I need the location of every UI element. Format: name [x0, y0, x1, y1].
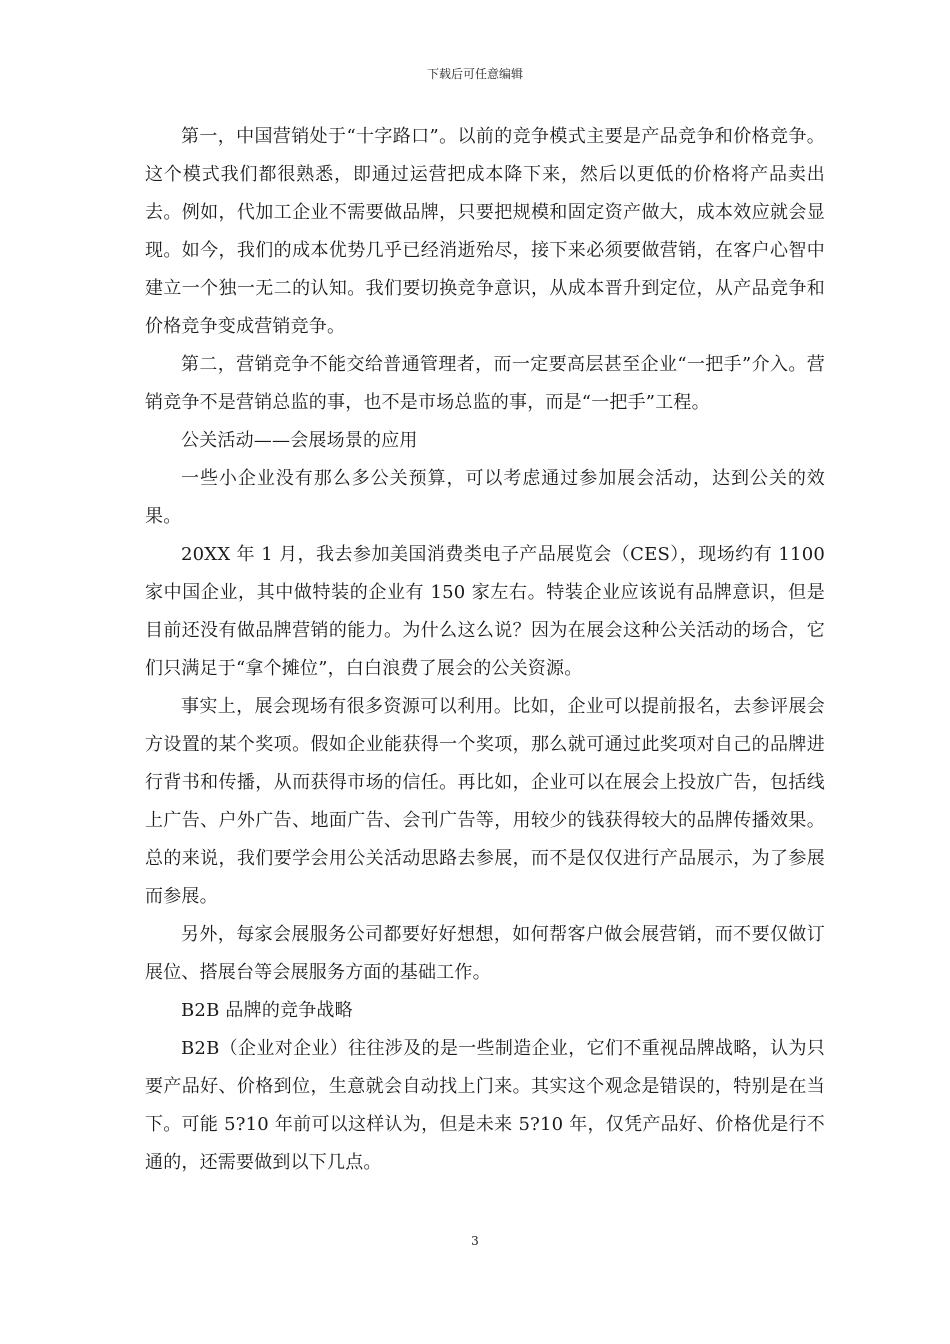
page-header: 下载后可任意编辑 — [426, 67, 523, 81]
paragraph-b2b-intro: B2B（企业对企业）往往涉及的是一些制造企业，它们不重视品牌战略，认为只要产品好、价格到位，生意就会自动找上门来。其实这个观念是错误的，特别是在当下。可能 5?10 年前可以这样认为，但是未来 5?10 年，仅凭产品好、价格优是行不通的，还需要做到以下几点。 — [145, 1038, 825, 1173]
paragraph-first-point: 第一，中国营销处于“十字路口”。以前的竞争模式主要是产品竞争和价格竞争。这个模式我们都很熟悉，即通过运营把成本降下来，然后以更低的价格将产品卖出去。例如，代加工企业不需要做品牌，只要把规模和固定资产做大，成本效应就会显现。如今，我们的成本优势几乎已经消逝殆尽，接下来必须要做营销，在客户心智中建立一个独一无二的认知。我们要切换竞争意识，从成本晋升到定位，从产品竞争和价格竞争变成营销竞争。 — [145, 126, 825, 337]
page-number: 3 — [471, 1234, 479, 1248]
section-heading-pr-exhibition: 公关活动——会展场景的应用 — [181, 430, 418, 451]
paragraph-ces-visit: 20XX 年 1 月，我去参加美国消费类电子产品展览会（CES），现场约有 1100 家中国企业，其中做特装的企业有 150 家左右。特装企业应该说有品牌意识，但是目前还没有做品牌营销的能力。为什么这么说？因为在展会这种公关活动的场合，它们只满足于“拿个摊位”，白白浪费了展会的公关资源。 — [145, 544, 825, 679]
paragraph-second-point: 第二，营销竞争不能交给普通管理者，而一定要高层甚至企业“一把手”介入。营销竞争不是营销总监的事，也不是市场总监的事，而是“一把手”工程。 — [145, 354, 825, 413]
section-heading-b2b-strategy: B2B 品牌的竞争战略 — [181, 1000, 353, 1021]
paragraph-exhibition-service-companies: 另外，每家会展服务公司都要好好想想，如何帮客户做会展营销，而不要仅做订展位、搭展台等会展服务方面的基础工作。 — [145, 924, 825, 983]
document-body — [145, 118, 825, 1182]
paragraph-exhibition-resources: 事实上，展会现场有很多资源可以利用。比如，企业可以提前报名，去参评展会方设置的某个奖项。假如企业能获得一个奖项，那么就可通过此奖项对自己的品牌进行背书和传播，从而获得市场的信任。再比如，企业可以在展会上投放广告，包括线上广告、户外广告、地面广告、会刊广告等，用较少的钱获得较大的品牌传播效果。总的来说，我们要学会用公关活动思路去参展，而不是仅仅进行产品展示，为了参展而参展。 — [145, 696, 825, 907]
paragraph-small-business-pr: 一些小企业没有那么多公关预算，可以考虑通过参加展会活动，达到公关的效果。 — [145, 468, 825, 527]
